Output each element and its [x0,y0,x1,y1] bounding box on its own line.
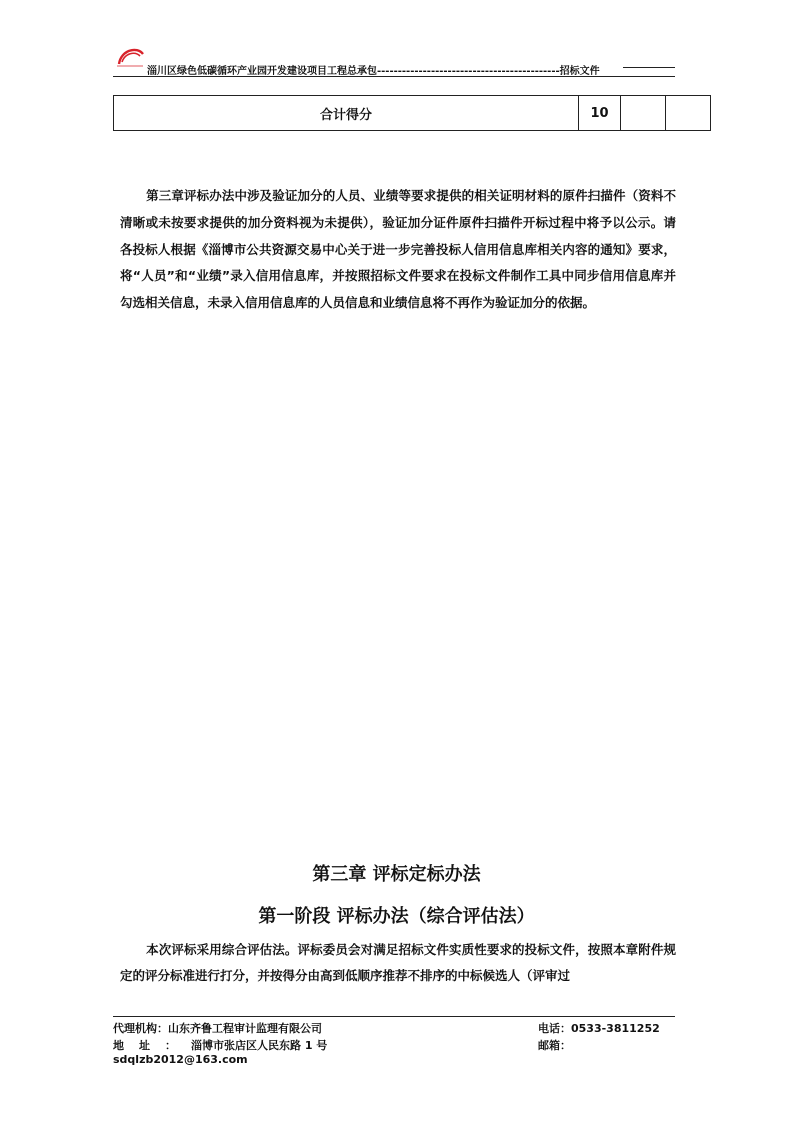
agency-name: 山东齐鲁工程审计监理有限公司 [168,1022,322,1035]
evaluation-method-text: 本次评标采用综合评估法。评标委员会对满足招标文件实质性要求的投标文件，按照本章附件规定的评分标准进行打分，并按得分由高到低顺序推荐不排序的中标候选人（评审过 [120,942,676,983]
email-label: 邮箱： [538,1039,571,1052]
table-row [114,96,711,131]
address-label: 地址： [113,1039,191,1052]
company-logo-icon [115,44,145,74]
address-value: 淄博市张店区人民东路 1 号 [191,1039,328,1052]
verification-text: 第三章评标办法中涉及验证加分的人员、业绩等要求提供的相关证明材料的原件扫描件（资料不清晰或未按要求提供的加分资料视为未提供），验证加分证件原件扫描件开标过程中将予以公示。请各投标人根据《淄博市公共资源交易中心关于进一步完善投标人信用信息库相关内容的通知》要求，将“人员”和“业绩”录入信用信息库，并按照招标文件要求在投标文件制作工具中同步信用信息库并勾选相关信息，未录入信用信息库的人员信息和业绩信息将不再作为验证加分的依据。 [120,188,676,311]
header-right-line [623,67,675,68]
total-score-table [113,95,711,131]
project-title: 淄川区绿色低碳循环产业园开发建设项目工程总承包--------------------------------------------招标文件 [147,66,600,77]
empty-cell [621,96,666,131]
address-row [113,1037,327,1053]
phone-row [538,1020,660,1036]
total-score-label: 合计得分 [114,96,579,131]
phone-label: 电话： [538,1022,571,1035]
evaluation-method-paragraph [120,937,676,988]
agency-row [113,1020,322,1036]
agency-label: 代理机构： [113,1022,168,1035]
chapter-title: 第三章 评标定标办法 [312,864,481,885]
section-title: 第一阶段 评标办法（综合评估法） [258,906,535,927]
email-address: sdqlzb2012@163.com [113,1053,248,1066]
page-header [113,44,675,78]
phone-number: 0533-3811252 [571,1022,660,1035]
verification-paragraph [120,183,676,317]
empty-cell [666,96,711,131]
email-label-row [538,1037,571,1053]
total-score-value: 10 [579,96,621,131]
header-rule [113,76,675,77]
footer-rule [113,1016,675,1017]
email-row [113,1053,248,1066]
